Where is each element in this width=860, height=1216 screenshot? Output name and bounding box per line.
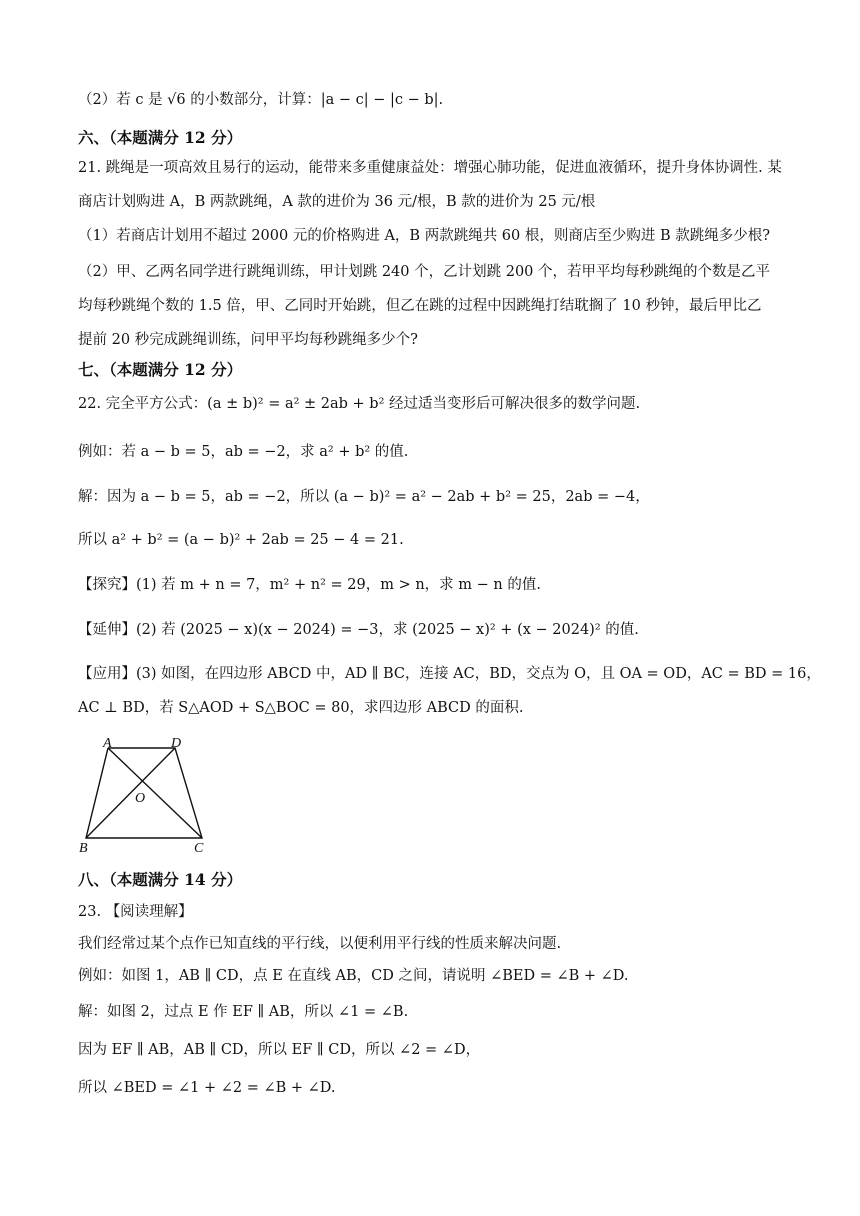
diagonal-bd bbox=[86, 748, 175, 838]
label-b: B bbox=[79, 841, 88, 856]
question-22-explore: 【探究】(1) 若 m + n = 7，m² + n² = 29，m > n，求 m − n 的值. bbox=[78, 577, 541, 593]
question-22-extend: 【延伸】(2) 若 (2025 − x)(x − 2024) = −3，求 (2025 − x)² + (x − 2024)² 的值. bbox=[78, 622, 639, 638]
question-22-intro: 22. 完全平方公式：(a ± b)² = a² ± 2ab + b² 经过适当变形后可解决很多的数学问题. bbox=[78, 396, 641, 412]
section-6-heading: 六、（本题满分 12 分） bbox=[78, 128, 243, 147]
question-21-line2: 商店计划购进 A，B 两款跳绳，A 款的进价为 36 元/根，B 款的进价为 25 元/根 bbox=[78, 194, 596, 210]
question-21-part2-line1: （2）甲、乙两名同学进行跳绳训练，甲计划跳 240 个，乙计划跳 200 个，若甲平均每秒跳绳的个数是乙平 bbox=[78, 264, 771, 280]
question-22-solution-1: 解：因为 a − b = 5，ab = −2，所以 (a − b)² = a² − 2ab + b² = 25，2ab = −4， bbox=[78, 489, 650, 505]
question-22-apply-line2: AC ⊥ BD，若 S△AOD + S△BOC = 80，求四边形 ABCD 的面积. bbox=[78, 700, 524, 716]
question-20-part2: （2）若 c 是 √6 的小数部分，计算：|a − c| − |c − b|. bbox=[78, 92, 444, 108]
question-21-part1: （1）若商店计划用不超过 2000 元的价格购进 A，B 两款跳绳共 60 根，则商店至少购进 B 款跳绳多少根? bbox=[78, 228, 771, 244]
label-c: C bbox=[194, 841, 204, 856]
question-23-solution-3: 所以 ∠BED = ∠1 + ∠2 = ∠B + ∠D. bbox=[78, 1080, 336, 1096]
label-d: D bbox=[171, 738, 182, 751]
label-a: A bbox=[103, 738, 112, 751]
question-22-example: 例如：若 a − b = 5，ab = −2，求 a² + b² 的值. bbox=[78, 444, 409, 460]
question-22-apply-line1: 【应用】(3) 如图，在四边形 ABCD 中，AD ∥ BC，连接 AC，BD，交点为 O，且 OA = OD，AC = BD = 16， bbox=[78, 666, 821, 682]
question-21-part2-line3: 提前 20 秒完成跳绳训练，问甲平均每秒跳绳多少个? bbox=[78, 332, 418, 348]
section-8-heading: 八、（本题满分 14 分） bbox=[78, 870, 243, 889]
question-23-solution-1: 解：如图 2，过点 E 作 EF ∥ AB，所以 ∠1 = ∠B. bbox=[78, 1004, 409, 1020]
question-22-solution-2: 所以 a² + b² = (a − b)² + 2ab = 25 − 4 = 21. bbox=[78, 532, 404, 548]
question-23-intro: 我们经常过某个点作已知直线的平行线，以便利用平行线的性质来解决问题. bbox=[78, 936, 562, 952]
quadrilateral-figure bbox=[76, 738, 216, 858]
section-7-heading: 七、（本题满分 12 分） bbox=[78, 360, 243, 379]
question-21-part2-line2: 均每秒跳绳个数的 1.5 倍，甲、乙同时开始跳，但乙在跳的过程中因跳绳打结耽搁了 10 秒钟，最后甲比乙 bbox=[78, 298, 762, 314]
question-23-title: 23. 【阅读理解】 bbox=[78, 904, 193, 920]
question-23-example: 例如：如图 1，AB ∥ CD，点 E 在直线 AB，CD 之间，请说明 ∠BED = ∠B + ∠D. bbox=[78, 968, 629, 984]
label-o: O bbox=[135, 791, 146, 806]
question-21-line1: 21. 跳绳是一项高效且易行的运动，能带来多重健康益处：增强心肺功能，促进血液循环，提升身体协调性. 某 bbox=[78, 160, 782, 176]
question-23-solution-2: 因为 EF ∥ AB，AB ∥ CD，所以 EF ∥ CD，所以 ∠2 = ∠D， bbox=[78, 1042, 481, 1058]
